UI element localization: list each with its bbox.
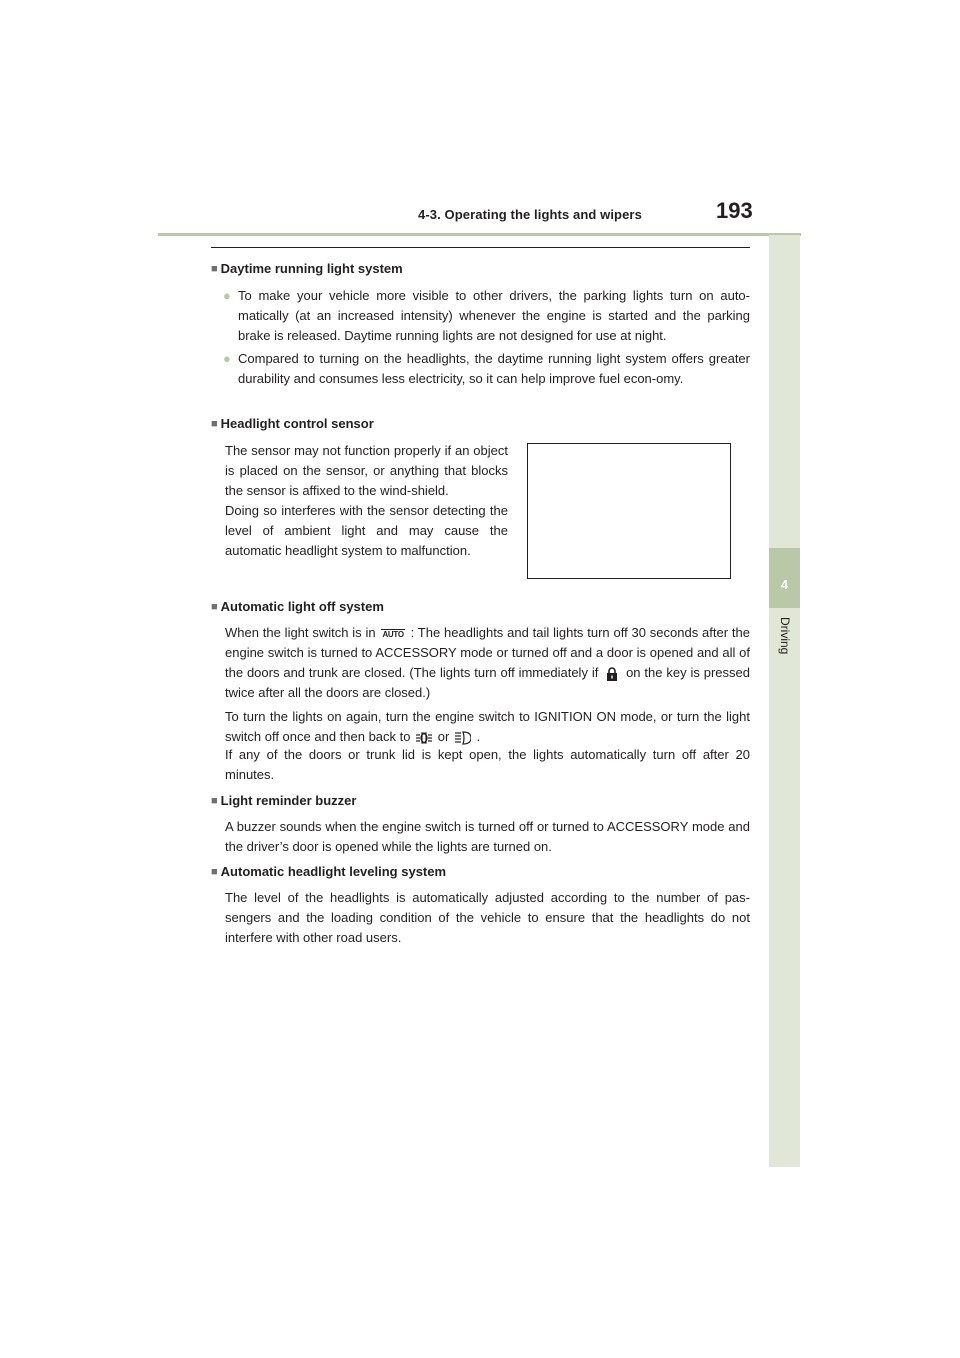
- heading-marker: ■: [211, 600, 218, 613]
- auto-off-heading-text: Automatic light off system: [220, 599, 384, 614]
- bullet-marker: ●: [223, 351, 231, 366]
- chapter-number: 4: [780, 577, 789, 592]
- leveling-heading-text: Automatic headlight leveling system: [220, 864, 447, 879]
- auto-off-heading: [211, 599, 384, 614]
- drl-bullet-1: To make your vehicle more visible to other drivers, the parking lights turn on auto-matically (at an increased intensity) whenever the engine is started and the parking brake is released. Daytime running lights are not designed for use at night.: [238, 288, 750, 343]
- heading-marker: ■: [211, 417, 218, 430]
- buzzer-text: A buzzer sounds when the engine switch is turned off or turned to ACCESSORY mode and the driver’s door is opened while the lights are turned on.: [225, 819, 750, 854]
- sensor-text-1: The sensor may not function properly if an object is placed on the sensor, or anything that blocks the sensor is affixed to the wind-shield.: [225, 443, 508, 498]
- section-title: 4-3. Operating the lights and wipers: [418, 207, 642, 222]
- drl-heading: [211, 261, 403, 276]
- auto-off-p1-middle: : The headlights and tail lights turn off 30 seconds after the engine switch is turned to ACCESSORY mode or turned off and a door is opened and all of the doors and trunk are closed. (The lights turn off immediately if: [225, 625, 750, 680]
- sensor-heading-text: Headlight control sensor: [220, 416, 374, 431]
- auto-off-p2-or: or: [437, 729, 450, 744]
- leveling-heading: [211, 864, 446, 879]
- content-top-rule: [211, 247, 750, 248]
- heading-marker: ■: [211, 794, 218, 807]
- sensor-heading: [211, 416, 374, 431]
- leveling-text: The level of the headlights is automatically adjusted according to the number of pas-sengers and the loading condition of the vehicle to ensure that the headlights do not interfere with other road users.: [225, 890, 750, 945]
- chapter-label: Driving: [778, 617, 792, 655]
- buzzer-heading: [211, 793, 356, 808]
- drl-bullet-2: Compared to turning on the headlights, the daytime running light system offers greater durability and consumes less electricity, so it can help improve fuel econ-omy.: [238, 351, 750, 386]
- heading-marker: ■: [211, 262, 218, 275]
- page-number: 193: [716, 198, 753, 223]
- auto-off-paragraph-3: If any of the doors or trunk lid is kept open, the lights automatically turn off after 20 minutes.: [225, 747, 750, 782]
- auto-off-p1-end: on the key is pressed twice after all the doors are closed.): [225, 665, 750, 700]
- sensor-illustration: [527, 443, 731, 579]
- parking-light-icon: [416, 731, 432, 745]
- auto-off-paragraph-2: [225, 707, 750, 747]
- heading-marker: ■: [211, 865, 218, 878]
- auto-off-p1-start: When the light switch is in: [225, 625, 376, 640]
- sensor-text-2: Doing so interferes with the sensor detecting the level of ambient light and may cause the automatic headlight system to malfunction.: [225, 503, 508, 558]
- auto-off-p2-end: .: [476, 729, 481, 744]
- buzzer-heading-text: Light reminder buzzer: [220, 793, 357, 808]
- auto-switch-icon: AUTO: [382, 629, 404, 639]
- lock-icon: [604, 666, 620, 682]
- sensor-description: [225, 441, 508, 561]
- chapter-tab-bar: [769, 235, 800, 1167]
- drl-heading-text: Daytime running light system: [220, 261, 403, 276]
- auto-off-p2-start: To turn the lights on again, turn the engine switch to IGNITION ON mode, or turn the light switch off once and then back to: [225, 709, 750, 744]
- auto-off-paragraph-1: [225, 623, 750, 703]
- bullet-marker: ●: [223, 288, 231, 303]
- header-rule: [158, 233, 801, 236]
- headlight-icon: [455, 731, 471, 745]
